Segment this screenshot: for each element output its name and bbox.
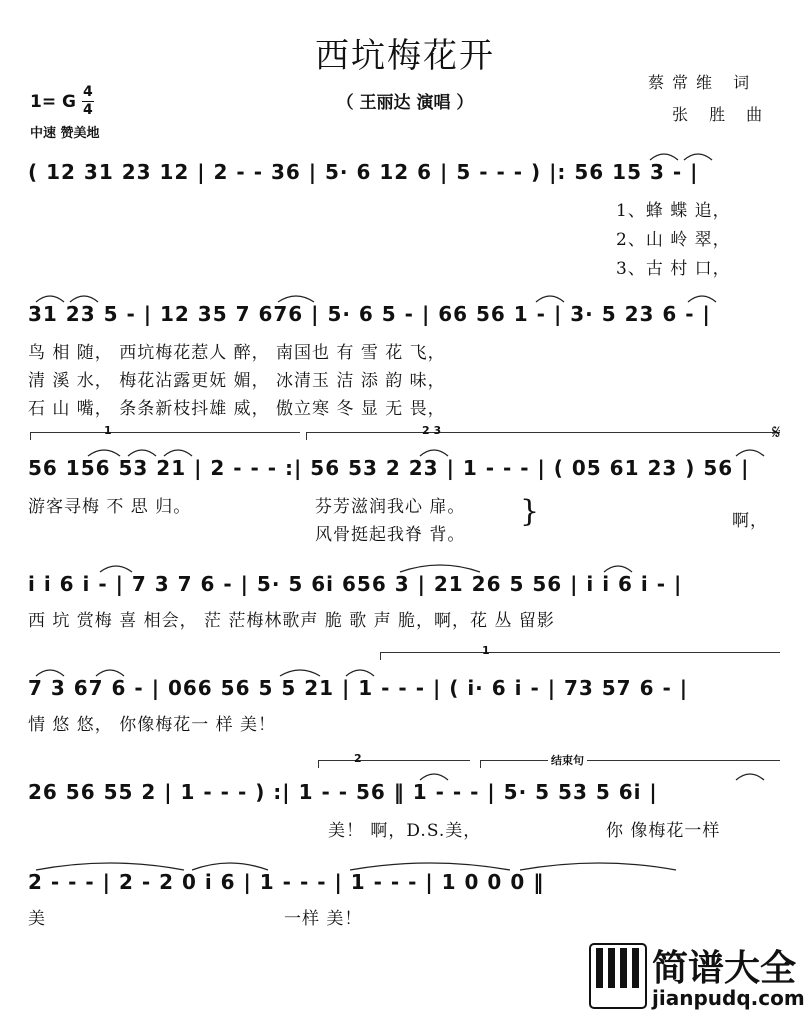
lyrics-row-3-b: 芬芳滋润我心 扉。	[315, 497, 466, 517]
tie-arc	[736, 774, 764, 780]
composer-credit: 张 胜 曲	[672, 105, 771, 124]
performer-credit: （ 王丽达 演唱 ）	[336, 93, 474, 113]
lyrics-row-7-b: 一样 美！	[284, 909, 363, 929]
tie-arc	[350, 863, 510, 870]
tie-arc	[536, 296, 564, 302]
lyrics-row-2-verse-1: 鸟 相 随， 西坑梅花惹人 醉， 南国也 有 雪 花 飞，	[28, 343, 446, 363]
notation-row-1: ( 12 31 23 12 | 2 - - 36 | 5· 6 12 6 | 5 - - - ) |: 56 15 3 - |	[28, 160, 699, 184]
lyrics-row-7-a: 美	[28, 909, 46, 929]
tie-arc	[346, 670, 374, 676]
key-signature: 1= G	[30, 92, 76, 112]
time-signature-bottom: 4	[83, 102, 93, 118]
lyrics-row-2-verse-2: 清 溪 水， 梅花沾露更妩 媚， 冰清玉 洁 添 韵 味，	[28, 371, 446, 391]
lyrics-row-5: 情 悠 悠， 你像梅花一 样 美！	[28, 715, 277, 735]
tie-arc	[688, 296, 716, 302]
tie-arc	[128, 450, 156, 456]
tie-arc	[88, 450, 120, 456]
tie-arc	[280, 670, 320, 676]
lyrics-row-4: 西 坑 赏梅 喜 相会， 茫 茫梅林歌声 脆 歌 声 脆，啊，花 丛 留影	[28, 611, 555, 631]
lyrics-row-3-a: 游客寻梅 不 思 归。	[28, 497, 192, 517]
time-signature-top: 4	[83, 84, 93, 100]
notation-row-7: 2 - - - | 2 - 2 0 i 6 | 1 - - - | 1 - - - | 1 0 0 0 ‖	[28, 870, 545, 894]
tie-arc	[736, 450, 764, 456]
verse-3-start: 3、古 村 口，	[616, 259, 731, 279]
tie-arc	[96, 670, 124, 676]
song-title: 西坑梅花开	[315, 36, 495, 76]
tie-arc	[192, 863, 268, 870]
verse-1-start: 1、蜂 蝶 追，	[616, 201, 731, 221]
tie-arc	[684, 154, 712, 160]
tie-arc	[400, 565, 480, 572]
tie-arc	[36, 863, 184, 870]
notation-row-2: 31 23 5 - | 12 35 7 676 | 5· 6 5 - | 66 56 1 - | 3· 5 23 6 - |	[28, 302, 711, 326]
tie-arc	[604, 566, 632, 572]
volta-1b-label: 1	[482, 644, 490, 657]
tie-arc	[420, 774, 448, 780]
lyrics-row-3-c: 风骨挺起我脊 背。	[315, 525, 466, 545]
notation-row-5: 7 3 67 6 - | 066 56 5 5 21 | 1 - - - | ( i· 6 i - | 73 57 6 - |	[28, 676, 689, 700]
volta-1-label: 1	[104, 424, 112, 437]
volta-2-label: 2	[354, 752, 362, 765]
lyrics-row-6-a: 美！ 啊，D.S.美，	[328, 821, 482, 841]
tempo-marking: 中速 赞美地	[30, 126, 100, 141]
tie-arc	[36, 670, 64, 676]
site-logo-url: jianpudq.com	[652, 986, 805, 1010]
lyrics-row-6-b: 你 像梅花一样	[606, 821, 721, 841]
ending-label: 结束句	[548, 752, 587, 768]
lyrics-row-3-ah: 啊，	[732, 511, 768, 531]
notation-row-6: 26 56 55 2 | 1 - - - ) :| 1 - - 56 ‖ 1 - - - | 5· 5 53 5 6i |	[28, 780, 658, 804]
verse-2-start: 2、山 岭 翠，	[616, 230, 731, 250]
notation-row-4: i i 6 i - | 7 3 7 6 - | 5· 5 6i 656 3 | 21 26 5 56 | i i 6 i - |	[28, 572, 683, 596]
tie-arc	[100, 566, 132, 572]
notation-row-3: 56 156 53 21 | 2 - - - :| 56 53 2 23 | 1 - - - | ( 05 61 23 ) 56 |	[28, 456, 750, 480]
tie-arc	[420, 450, 448, 456]
lyrics-row-2-verse-3: 石 山 嘴， 条条新枝抖雄 威， 傲立寒 冬 显 无 畏，	[28, 399, 446, 419]
lyricist-credit: 蔡常维 词	[648, 73, 758, 92]
tie-arc	[70, 296, 98, 302]
segno-sign: 𝄋	[772, 420, 781, 444]
tie-arc	[278, 296, 314, 302]
tie-arc	[164, 450, 192, 456]
volta-23-label: 2 3	[422, 424, 442, 437]
tie-arc	[36, 296, 64, 302]
tie-arc	[650, 154, 678, 160]
lyric-brace: }	[520, 494, 540, 529]
site-logo-name: 简谱大全	[652, 948, 797, 989]
tie-arc	[520, 863, 676, 870]
